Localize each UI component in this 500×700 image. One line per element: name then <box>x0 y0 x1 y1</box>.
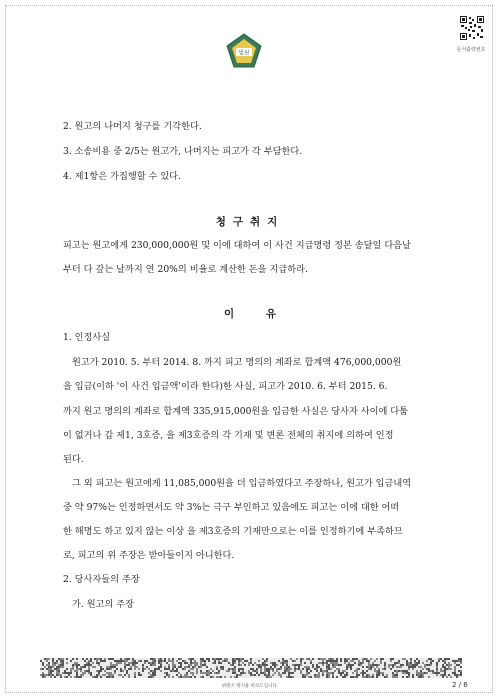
paragraph-1-line-4: 이 없거나 갑 제1, 3호증, 을 제3호증의 각 기재 및 변론 전체의 취지에 의하여 인정 <box>63 430 394 441</box>
court-emblem-logo <box>226 33 262 69</box>
paragraph-2-line-2: 중 약 97%는 인정하면서도 약 3%는 극구 부인하고 있음에도 피고는 이에 대한 어떠 <box>63 502 400 513</box>
claim-heading: 청구취지 <box>215 216 285 228</box>
paragraph-1-line-3: 까지 원고 명의의 계좌로 합계액 335,915,000원을 입금한 사실은 당사자 사이에 다툼 <box>63 406 409 417</box>
paragraph-1-line-2: 을 입금(이하 '이 사건 입금액'이라 한다)한 사실, 피고가 2010. 6. 부터 2015. 6. <box>63 381 388 392</box>
qr-code <box>459 15 485 41</box>
paragraph-1-line-1: 원고가 2010. 5. 부터 2014. 8. 까지 피고 명의의 계좌로 합계액 476,000,000원 <box>72 357 402 368</box>
claim-line-2: 부터 다 갚는 날까지 연 20%의 비율로 계산한 돈을 지급하라. <box>63 264 308 275</box>
paragraph-2-line-1: 그 외 피고는 원고에게 11,085,000원을 더 입금하였다고 주장하나, 원고가 입금내역 <box>72 478 412 489</box>
claim-line-1: 피고는 원고에게 230,000,000원 및 이에 대하여 이 사건 지급명령 정본 송달일 다음날 <box>63 240 411 251</box>
paragraph-2-line-3: 한 해명도 하고 있지 않는 이상 을 제3호증의 기재만으로는 이를 인정하기에 부족하므 <box>63 526 403 537</box>
paragraph-1-line-5: 된다. <box>63 454 84 465</box>
subheading-plaintiff-claim: 가. 원고의 주장 <box>72 599 135 610</box>
qr-caption: 문서출력번호 <box>456 47 486 53</box>
reasons-heading: 이 유 <box>224 308 276 320</box>
barcode-note: 위변조 방지용 바코드입니다. <box>221 684 279 689</box>
subheading-claims: 2. 당사자들의 주장 <box>63 574 140 585</box>
anti-forgery-barcode <box>40 658 462 678</box>
order-item-3: 3. 소송비용 중 2/5는 원고가, 나머지는 피고가 각 부담한다. <box>63 146 303 157</box>
order-item-4: 4. 제1항은 가집행할 수 있다. <box>63 171 181 182</box>
subheading-findings: 1. 인정사실 <box>63 332 111 343</box>
paragraph-2-line-4: 로, 피고의 위 주장은 받아들이지 아니한다. <box>63 550 235 561</box>
order-item-2: 2. 원고의 나머지 청구를 기각한다. <box>63 121 202 132</box>
emblem-text: 법원 <box>238 50 250 57</box>
page-frame <box>5 5 493 693</box>
page-number: 2 / 6 <box>452 681 468 689</box>
